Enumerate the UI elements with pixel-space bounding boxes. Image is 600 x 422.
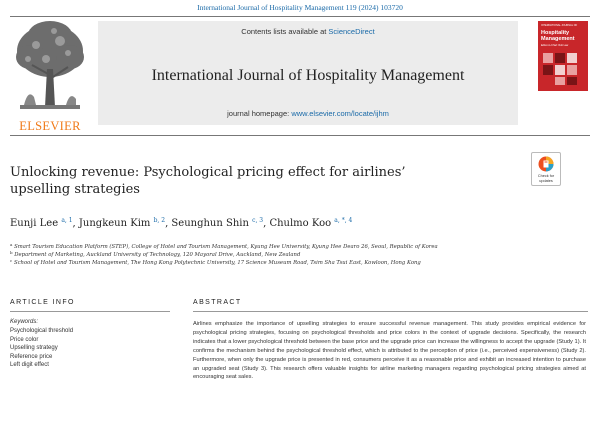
homepage-prefix: journal homepage:	[227, 109, 292, 118]
journal-citation[interactable]: International Journal of Hospitality Management 119 (2024) 103720	[197, 3, 403, 12]
abstract-heading: ABSTRACT	[193, 299, 242, 306]
affiliation-text: Department of Marketing, Auckland University of Technology, 120 Mayoral Drive, Auckland, New Zealand	[14, 252, 301, 258]
affiliation-marker: a	[10, 242, 13, 247]
affiliation-text: Smart Tourism Education Platform (STEP), College of Hotel and Tourism Management, Kyung Hee University, Kyung Hee Dearo 26, Seoul, Republic of Korea	[14, 244, 438, 250]
author-affiliation-marker[interactable]: c, 3	[252, 217, 264, 224]
homepage-line	[98, 109, 518, 118]
elsevier-wordmark: ELSEVIER	[19, 119, 81, 133]
keyword-item: Reference price	[10, 353, 53, 360]
journal-banner	[98, 21, 518, 125]
cover-artwork	[541, 51, 585, 87]
journal-masthead	[10, 16, 590, 136]
abstract-divider	[193, 311, 588, 312]
cover-title	[541, 30, 585, 42]
author-name[interactable]: Jungkeun Kim	[78, 218, 151, 229]
author-affiliation-marker[interactable]: b, 2	[153, 217, 166, 224]
cover-subtitle: Editor-in-Chief: Rob Law	[541, 44, 569, 47]
homepage-link[interactable]: www.elsevier.com/locate/ijhm	[291, 109, 389, 118]
keyword-item: Left digit effect	[10, 362, 49, 368]
keyword-item: Price color	[10, 336, 39, 343]
author-affiliation-marker[interactable]: a, *, 4	[334, 217, 353, 224]
affiliation-marker: c	[10, 258, 13, 263]
sciencedirect-link[interactable]: ScienceDirect	[328, 27, 375, 36]
cover-title-line-1: Hospitality	[541, 30, 570, 36]
keywords-list	[10, 327, 73, 370]
journal-cover[interactable]	[538, 21, 588, 91]
journal-title[interactable]: International Journal of Hospitality Management	[151, 67, 465, 84]
affiliation-c	[10, 257, 590, 267]
article-info-divider	[10, 311, 170, 312]
author-name[interactable]: Eunji Lee	[10, 218, 59, 229]
badge-line-2: updates	[539, 178, 553, 183]
affiliation-text: School of Hotel and Tourism Management, The Hong Kong Polytechnic University, 17 Science Museum Road, Tsim Sha Tsui East, Kowloon, Hong Kong	[13, 260, 421, 266]
elsevier-logo[interactable]	[10, 19, 90, 131]
contents-line	[98, 27, 518, 36]
check-for-updates-badge[interactable]	[531, 152, 561, 186]
check-for-updates-label	[532, 174, 560, 183]
check-for-updates-icon	[532, 153, 560, 175]
article-title-line-2: upselling strategies	[10, 182, 140, 197]
article-title	[10, 164, 490, 198]
contents-prefix: Contents lists available at	[241, 27, 329, 36]
elsevier-tree-icon	[10, 19, 90, 117]
keyword-item: Psychological threshold	[10, 328, 74, 334]
badge-line-1: Check for	[537, 174, 555, 178]
affiliation-marker: b	[10, 250, 13, 255]
keywords-label: Keywords:	[10, 319, 39, 325]
article-info-heading: ARTICLE INFO	[10, 299, 75, 306]
author-affiliation-marker[interactable]: a, 1	[61, 217, 73, 224]
author-name[interactable]: Chulmo Koo	[269, 218, 332, 229]
author-name[interactable]: Seunghun Shin	[171, 218, 249, 229]
keyword-item: Upselling strategy	[10, 345, 58, 351]
article-title-line-1: Unlocking revenue: Psychological pricing effect for airlines’	[10, 165, 406, 180]
cover-title-line-2: Management	[541, 36, 575, 42]
abstract-text: Airlines emphasize the importance of upselling strategies to ensure successful revenue management. This study provides empirical evidence for psychological pricing strategies, focusing on psychological thresholds and price colors in the context of upgrade decisions. Specifically, the research indicates that a lower psychological threshold between the base price and the upgrade price can increase the willingness to accept the upgrade (Study 1). It confirms the mechanism behind the psychological threshold effect, which is attributed to the perception of price (i.e., perceived expensiveness) (Study 2). Furthermore, when only the upgrade price is presented in red, consumers perceive it as a reasonable price and exhibit an increased intention to purchase an upgraded seat (Study 3). This research offers valuable insights for airline marketing managers regarding psychological pricing strategies aimed at encouraging seat sales.	[193, 321, 586, 381]
cover-top-line: INTERNATIONAL JOURNAL OF	[541, 24, 578, 27]
author-list: Eunji Lee $^{a, 1}$, Jungkeun Kim $^{b, 2}$, Seunghun Shin $^{c, 3}$, Chulmo Koo $^{a, *, 4}$	[10, 217, 353, 229]
